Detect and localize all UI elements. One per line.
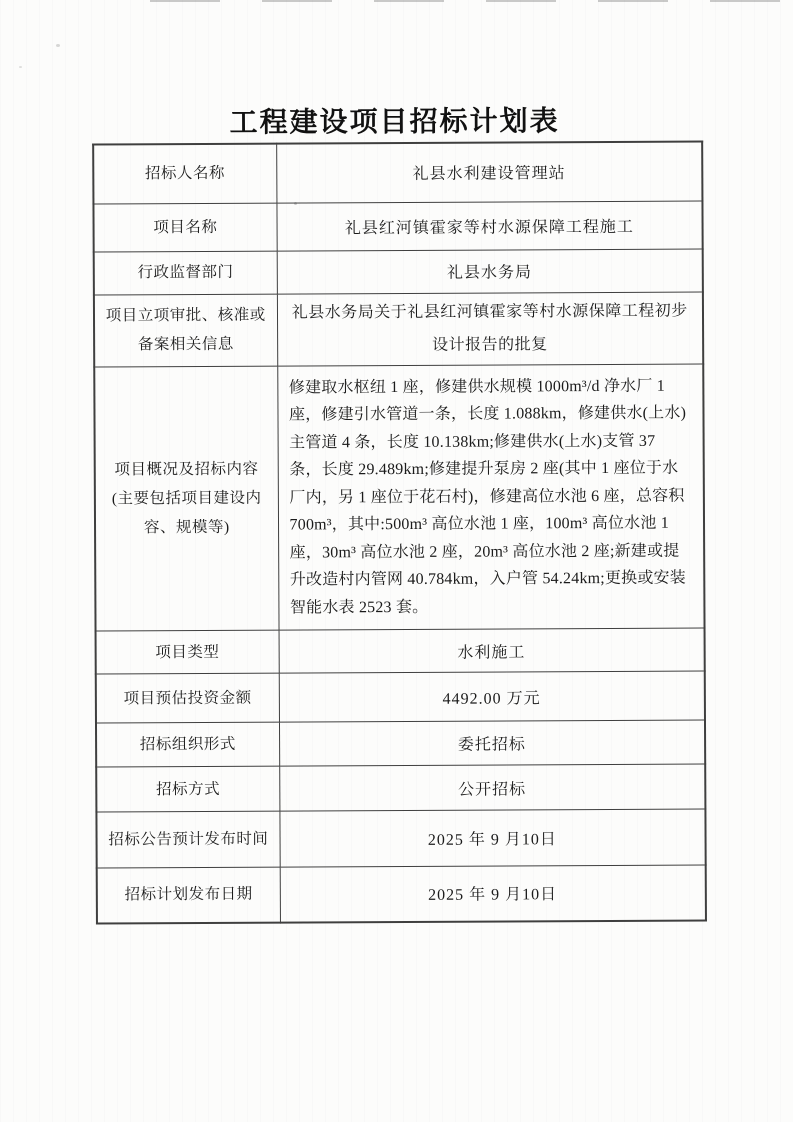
row-label: 项目类型	[96, 630, 279, 674]
row-estimated-investment	[96, 671, 705, 723]
row-value: 2025 年 9 月10日	[279, 809, 705, 867]
row-project-type	[96, 628, 705, 674]
row-announcement-expected-date	[96, 809, 705, 868]
row-label: 项目立项审批、核准或备案相关信息	[94, 294, 277, 367]
row-project-name	[93, 201, 702, 252]
row-value: 礼县水利建设管理站	[276, 142, 702, 203]
row-label: 招标公告预计发布时间	[96, 811, 279, 868]
row-plan-publish-date	[97, 865, 706, 923]
row-value: 礼县水务局	[277, 249, 703, 294]
row-project-overview	[94, 364, 704, 631]
row-organization-form	[96, 720, 705, 767]
row-tenderer-name	[93, 142, 702, 204]
row-value: 礼县水务局关于礼县红河镇霍家等村水源保障工程初步设计报告的批复	[277, 292, 703, 366]
row-bidding-method	[96, 764, 705, 812]
row-label: 行政监督部门	[94, 251, 277, 295]
row-label: 招标方式	[96, 766, 279, 812]
row-label: 招标人名称	[93, 144, 276, 204]
row-value: 礼县红河镇霍家等村水源保障工程施工	[276, 201, 702, 251]
row-label: 招标计划发布日期	[97, 867, 280, 923]
row-label: 项目预估投资金额	[96, 673, 279, 723]
row-value: 2025 年 9 月10日	[280, 865, 706, 922]
row-label: 招标组织形式	[96, 722, 279, 767]
row-value: 修建取水枢纽 1 座，修建供水规模 1000m³/d 净水厂 1 座，修建引水管道一条，长度 1.088km，修建供水(上水)主管道 4 条，长度 10.138km;修建供水(上水)支管 37 条，长度 29.489km;修建提升泵房 2 座(其中 1 座位于水厂内，另 1 座位于花石村)，修建高位水池 6 座，总容积 700m³，其中:500m³ 高位水池 1 座，100m³ 高位水池 1 座，30m³ 高位水池 2 座，20m³ 高位水池 2 座;新建或提升改造村内管网 40.784km，入户管 54.24km;更换或安装智能水表 2523 套。	[277, 364, 704, 631]
row-value: 水利施工	[279, 628, 705, 673]
row-label: 项目名称	[93, 203, 276, 252]
row-value: 委托招标	[279, 720, 705, 766]
page-title: 工程建设项目招标计划表	[229, 105, 560, 138]
row-value: 公开招标	[279, 764, 705, 811]
bidding-plan-table	[92, 141, 707, 924]
row-supervising-department	[94, 249, 703, 295]
row-value: 4492.00 万元	[279, 671, 705, 722]
row-approval-info	[94, 292, 703, 367]
row-label: 项目概况及招标内容(主要包括项目建设内容、规模等)	[94, 366, 278, 631]
